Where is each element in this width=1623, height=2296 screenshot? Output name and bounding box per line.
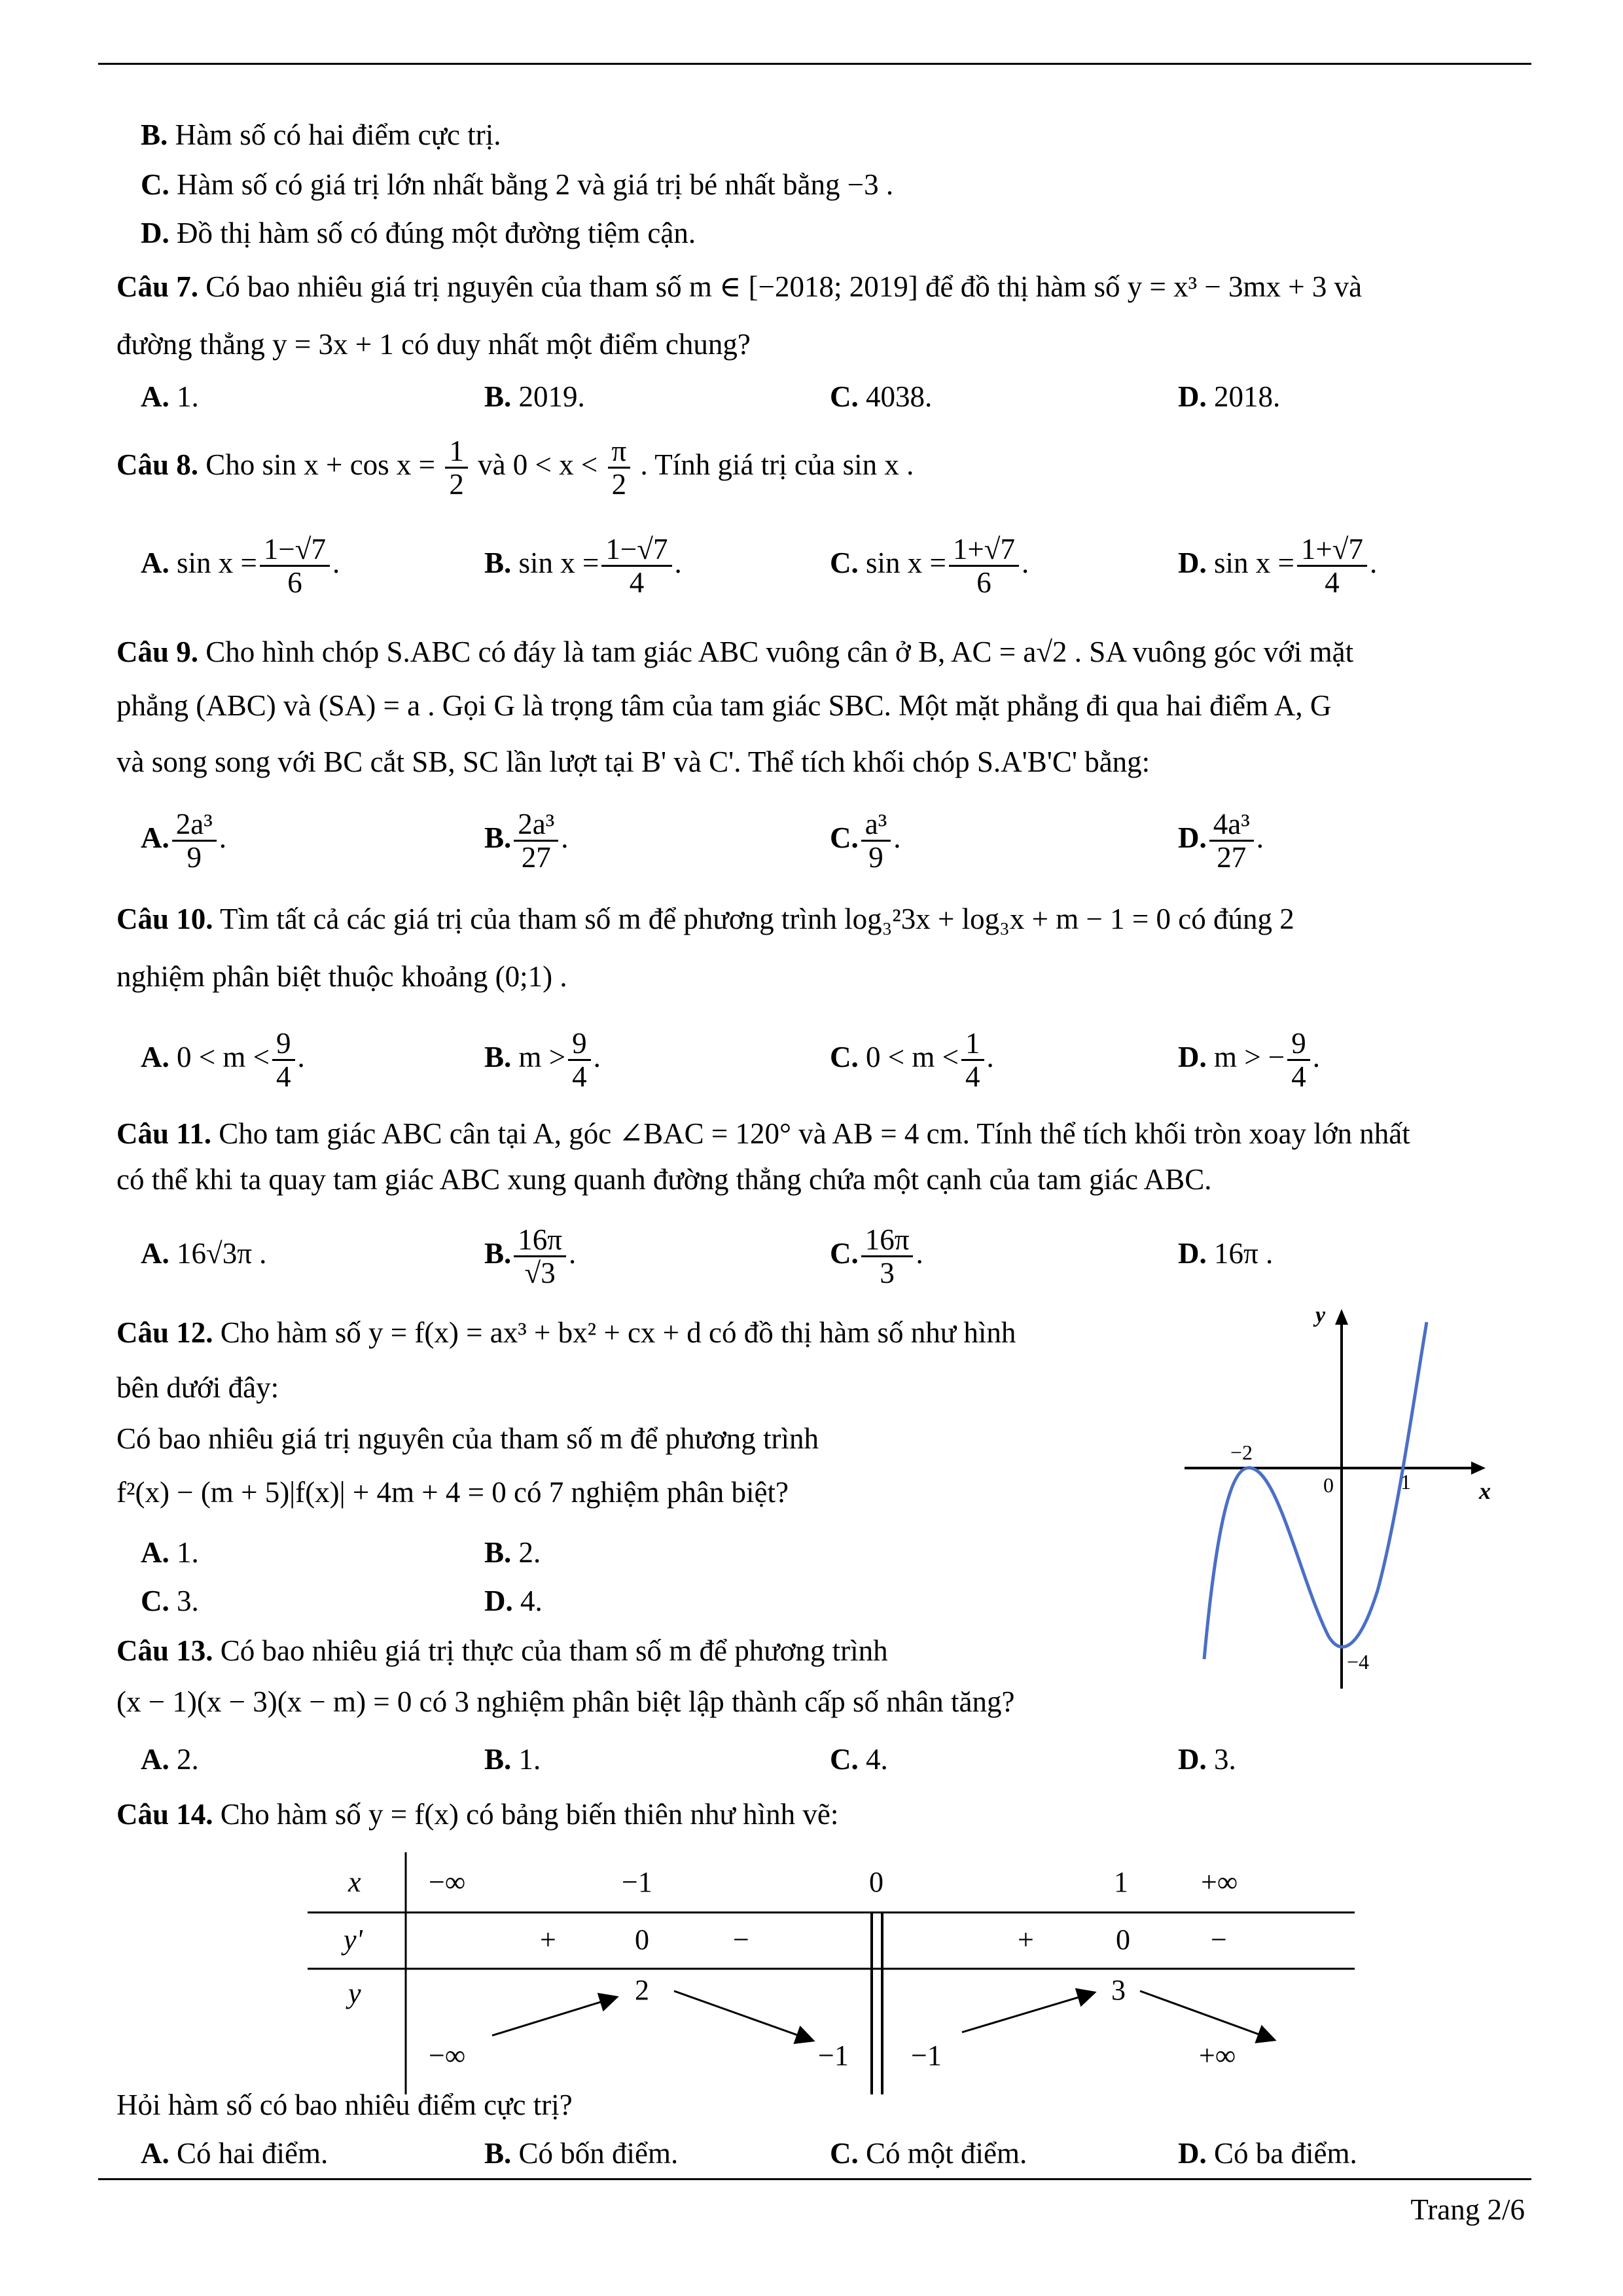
denominator: 27 [521,841,551,874]
q12-option-c [141,1583,199,1619]
question-text-post: . Tính giá trị của sin x . [640,448,914,481]
x-val: −1 [622,1866,652,1898]
option-label: B. [141,118,168,151]
fraction [568,1028,591,1092]
numerator: 1+√7 [1297,533,1367,567]
option-text: 1. [518,1743,541,1776]
q10-option-b: B. m > $\frac{9}{4}$ . [484,1027,601,1094]
q13-option-d [1178,1741,1236,1778]
q11-option-b: B. $\frac{16\pi}{√3}$ . [484,1223,577,1290]
option-text: 16√3π . [177,1237,267,1270]
option-lhs: sin x = [518,547,599,579]
fraction [514,808,558,873]
q7-option-c [830,378,932,415]
y-val: +∞ [1199,2039,1236,2072]
numerator: 1 [961,1028,984,1061]
denominator: 27 [1217,841,1247,874]
option-label: D. [1178,380,1207,413]
option-label: D. [1178,1237,1207,1270]
increase-arrow-2 [962,1993,1093,2032]
q8-option-c: C. sin x = $\frac{1+√7}{6}$ . [830,533,1029,600]
option-label: C. [830,1041,859,1073]
numerator: 4a³ [1209,808,1254,842]
y-val: 3 [1111,1974,1126,2006]
q9-option-a: A. $\frac{\text{2a³}}{9}$ . [141,808,226,874]
denominator: 2 [611,468,627,501]
option-label: B. [484,2137,512,2170]
q14-option-a [141,2135,328,2172]
q9-line1 [116,634,1353,670]
q7-line1 [116,268,1362,305]
numerator: 1−√7 [601,533,671,567]
option-label: B. [484,1237,512,1270]
question-label: Câu 8. [116,448,199,481]
option-text: 16π . [1214,1237,1274,1270]
numerator: 9 [568,1028,591,1061]
min-label: −4 [1347,1650,1370,1674]
option-label: C. [830,547,859,579]
numerator: a³ [861,808,891,842]
option-label: C. [141,1585,169,1617]
fraction [272,1028,295,1092]
cubic-graph [1171,1302,1512,1695]
q14-question: Hỏi hàm số có bao nhiêu điểm cực trị? [116,2089,573,2121]
yprime-val: − [733,1924,749,1956]
option-label: A. [141,2137,169,2170]
option-label: C. [830,821,859,854]
denominator: 4 [572,1060,587,1094]
option-text: 1. [177,1536,199,1569]
option-text: 2018. [1214,380,1281,413]
fraction [608,435,631,500]
numerator: 9 [1287,1028,1310,1061]
fraction [861,808,891,873]
numerator: π [608,435,631,469]
option-lhs: sin x = [866,547,946,579]
question-text-pre: Cho sin x + cos x = [205,448,436,481]
origin-label: 0 [1323,1473,1334,1497]
denominator: 4 [965,1060,980,1094]
option-pre: m > [518,1041,566,1073]
option-text: Đồ thị hàm số có đúng một đường tiệm cận. [177,217,696,249]
q13-option-b [484,1741,541,1778]
q10-line2: nghiệm phân biệt thuộc khoảng (0;1) . [116,960,567,993]
fraction [172,808,217,873]
denominator: 9 [187,841,202,874]
option-label: B. [484,1743,512,1776]
numerator: 2a³ [514,808,558,842]
row-label-x: x [348,1866,361,1898]
q8-option-a: A. sin x = $\frac{1-√7}{6}$ . [141,533,340,600]
option-lhs: sin x = [177,547,257,579]
option-label: D. [1178,821,1207,854]
q12-option-b [484,1534,541,1571]
yprime-val: + [1018,1924,1034,1956]
q11-line1 [116,1115,1410,1152]
question-label: Câu 12. [116,1316,213,1349]
q8-option-d: D. sin x = $\frac{1+√7}{4}$ . [1178,533,1378,600]
fraction [601,533,671,598]
q12-option-a [141,1534,199,1571]
x-val: −∞ [429,1866,466,1898]
q11-option-a [141,1217,266,1289]
x-val: 1 [1114,1866,1128,1898]
y-val: 2 [635,1974,649,2006]
q10-option-d: D. m > − $\frac{9}{4}$ . [1178,1027,1321,1094]
fraction [961,1028,984,1092]
q14-option-c [830,2135,1027,2172]
q13-option-c [830,1741,888,1778]
option-text: Hàm số có giá trị lớn nhất bằng 2 và giá trị bé nhất bằng −3 . [177,168,894,201]
option-pre: 0 < m < [866,1041,959,1073]
option-label: B. [484,547,512,579]
question-label: Câu 9. [116,636,199,668]
fraction [949,533,1019,598]
q8-line [116,432,914,500]
option-text: 3. [177,1585,199,1617]
option-text: Có ba điểm. [1214,2137,1357,2170]
option-text: Có bốn điểm. [518,2137,679,2170]
option-label: D. [484,1585,513,1617]
option-label: C. [830,1237,859,1270]
decrease-arrow-1 [674,1991,812,2040]
option-label: C. [830,1743,859,1776]
q12-line4: f²(x) − (m + 5)|f(x)| + 4m + 4 = 0 có 7 nghiệm phân biệt? [116,1476,789,1509]
question-text: Cho hình chóp S.ABC có đáy là tam giác ABC vuông cân ở B, AC = a√2 . SA vuông góc với mặt [205,636,1354,668]
variation-table [308,1852,1361,2101]
option-label: B. [484,1041,512,1073]
fraction [1287,1028,1310,1092]
option-lhs: sin x = [1214,547,1294,579]
numerator: 16π [514,1224,566,1257]
option-label: A. [141,1041,169,1073]
question-text: Có bao nhiêu giá trị nguyên của tham số m ∈ [−2018; 2019] để đồ thị hàm số y = x³ − 3mx + 3 và [205,270,1363,303]
option-text: 4038. [866,380,933,413]
option-text: 4. [866,1743,888,1776]
option-label: D. [1178,1041,1207,1073]
denominator: 4 [1325,566,1340,600]
root-label: 1 [1400,1470,1411,1494]
fraction [1297,533,1367,598]
q12-line2: bên dưới đây: [116,1371,279,1404]
q9-option-b: B. $\frac{\text{2a³}}{27}$ . [484,808,569,874]
denominator: 4 [276,1060,291,1094]
question-label: Câu 7. [116,270,199,303]
y-val: −1 [911,2039,942,2072]
increase-arrow-1 [492,1998,615,2036]
denominator: √3 [524,1257,556,1290]
row-label-yprime: y' [344,1924,363,1956]
fraction [861,1224,914,1289]
yprime-val: − [1211,1924,1227,1956]
q12-line3: Có bao nhiêu giá trị nguyên của tham số m để phương trình [116,1422,819,1455]
cubic-curve [1204,1322,1427,1659]
q7-option-b [484,378,585,415]
y-axis-arrow [1335,1309,1348,1325]
denominator: 2 [449,468,464,501]
q7-option-d [1178,378,1280,415]
option-label: A. [141,1237,169,1270]
q10-line1 [116,901,1294,937]
numerator: 9 [272,1028,295,1061]
q14-option-d [1178,2135,1357,2172]
option-label: D. [1178,2137,1207,2170]
q10-option-a: A. 0 < m < $\frac{9}{4}$ . [141,1027,305,1094]
fraction [514,1224,566,1289]
numerator: 1−√7 [260,533,330,567]
q14-option-b [484,2135,678,2172]
numerator: 1 [445,435,468,469]
option-text: Có một điểm. [866,2137,1027,2170]
option-label: A. [141,821,169,854]
denominator: 3 [880,1257,895,1290]
x-val: +∞ [1201,1866,1238,1898]
q14-line1 [116,1796,838,1833]
option-text: Có hai điểm. [177,2137,329,2170]
row-label-y: y [348,1977,361,2009]
decrease-arrow-2 [1140,1991,1273,2039]
q9-option-c: C. $\frac{\text{a³}}{9}$ . [830,808,901,874]
option-label: D. [1178,1743,1207,1776]
q6-option-d [141,215,696,251]
fraction [260,533,330,598]
q13-line1 [116,1632,888,1669]
q6-option-b [141,117,501,153]
y-val: −∞ [429,2039,466,2072]
option-text: 1. [177,380,199,413]
option-label: B. [484,380,512,413]
option-text: 2. [177,1743,199,1776]
max-x-label: −2 [1230,1441,1253,1464]
question-text: Có bao nhiêu giá trị thực của tham số m để phương trình [220,1634,888,1667]
option-text: 3. [1214,1743,1236,1776]
q11-option-c: C. $\frac{16\pi}{3}$ . [830,1223,923,1290]
x-val: 0 [869,1866,883,1898]
fraction [445,435,468,500]
q13-line2: (x − 1)(x − 3)(x − m) = 0 có 3 nghiệm phân biệt lập thành cấp số nhân tăng? [116,1685,1015,1718]
question-text: Cho hàm số y = f(x) có bảng biến thiên như hình vẽ: [220,1798,839,1831]
option-text: 2. [518,1536,541,1569]
question-label: Câu 11. [116,1117,212,1150]
x-axis-label: x [1479,1478,1491,1504]
question-label: Câu 14. [116,1798,213,1831]
q7-line2: đường thẳng y = 3x + 1 có duy nhất một điểm chung? [116,328,751,361]
y-axis-label: y [1315,1303,1326,1327]
q11-option-d [1178,1217,1273,1289]
q8-option-b: B. sin x = $\frac{1-√7}{4}$ . [484,533,682,600]
x-axis-arrow [1471,1462,1486,1475]
numerator: 2a³ [172,808,217,842]
option-label: C. [830,380,859,413]
denominator: 6 [287,566,302,600]
q9-option-d: D. $\frac{\text{4a³}}{27}$ . [1178,808,1264,874]
q9-line3: và song song với BC cắt SB, SC lần lượt tại B' và C'. Thể tích khối chóp S.A'B'C' bằng: [116,745,1150,778]
option-label: B. [484,821,512,854]
q13-option-a [141,1741,199,1778]
option-label: A. [141,1536,169,1569]
q10-option-c: C. 0 < m < $\frac{1}{4}$ . [830,1027,994,1094]
numerator: 1+√7 [949,533,1019,567]
numerator: 16π [861,1224,914,1257]
option-label: A. [141,1743,169,1776]
option-pre: m > − [1214,1041,1285,1073]
question-text: Tìm tất cả các giá trị của tham số m để phương trình log₃²3x + log₃x + m − 1 = 0 có đúng 2 [219,903,1294,935]
option-text: 4. [520,1585,543,1617]
denominator: 4 [629,566,645,600]
option-label: A. [141,547,169,579]
q7-option-a [141,378,199,415]
yprime-val: + [540,1924,556,1956]
option-label: D. [1178,547,1207,579]
option-label: A. [141,380,169,413]
q9-line2: phẳng (ABC) và (SA) = a . Gọi G là trọng tâm của tam giác SBC. Một mặt phẳng đi qua hai điểm A, G [116,689,1332,722]
yprime-val: 0 [1116,1924,1130,1956]
denominator: 4 [1291,1060,1306,1094]
fraction [1209,808,1254,873]
q12-line1 [116,1314,1016,1351]
option-label: C. [141,168,169,201]
yprime-val: 0 [635,1924,649,1956]
page-number: Trang 2/6 [1410,2193,1525,2226]
question-text: Cho tam giác ABC cân tại A, góc ∠BAC = 120° và AB = 4 cm. Tính thể tích khối tròn xoay lớn nhất [219,1117,1410,1150]
option-text: 2019. [518,380,585,413]
q12-option-d [484,1583,543,1619]
denominator: 9 [868,841,883,874]
q11-line2: có thể khi ta quay tam giác ABC xung quanh đường thẳng chứa một cạnh của tam giác ABC. [116,1163,1212,1196]
question-text-mid: và 0 < x < [478,448,598,481]
option-text: Hàm số có hai điểm cực trị. [175,118,501,151]
question-text: Cho hàm số y = f(x) = ax³ + bx² + cx + d có đồ thị hàm số như hình [220,1316,1016,1349]
question-label: Câu 10. [116,903,213,935]
option-label: B. [484,1536,512,1569]
q6-option-c [141,166,893,203]
bottom-rule [98,2178,1531,2180]
question-label: Câu 13. [116,1634,213,1667]
option-label: D. [141,217,169,249]
denominator: 6 [976,566,991,600]
option-pre: 0 < m < [177,1041,270,1073]
top-rule [98,63,1531,65]
option-label: C. [830,2137,859,2170]
y-val: −1 [818,2039,849,2072]
